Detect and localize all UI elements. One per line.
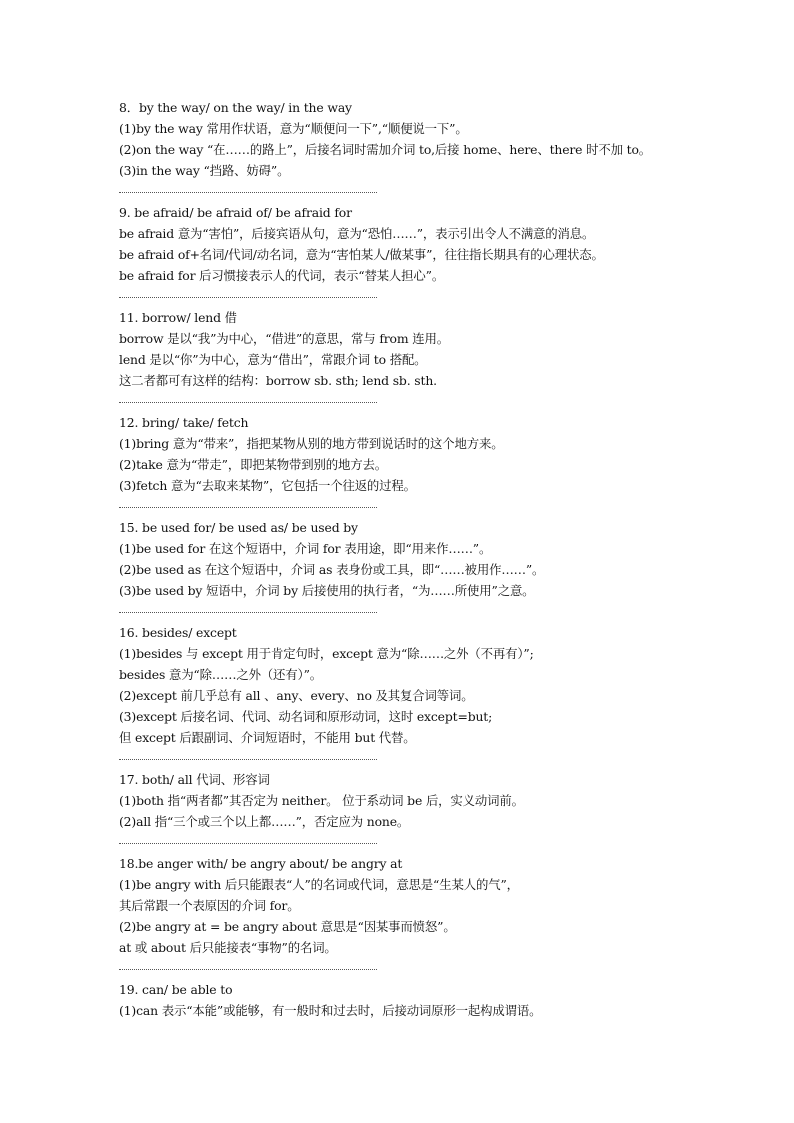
text-line: (2)all 指“三个或三个以上都……”，否定应为 none。 bbox=[119, 814, 410, 829]
text-line: 这二者都可有这样的结构：borrow sb. sth; lend sb. sth. bbox=[119, 373, 437, 388]
text-line: 但 except 后跟副词、介词短语时，不能用 but 代替。 bbox=[119, 730, 416, 745]
section-both-all bbox=[119, 769, 719, 853]
text-line: (1)besides 与 except 用于肯定句时，except 意为“除……之外（不再有）”; bbox=[119, 646, 534, 661]
section-be-used bbox=[119, 517, 719, 622]
section-heading: 17. both/ all 代词、形容词 bbox=[119, 772, 270, 787]
section-heading: 8．by the way/ on the way/ in the way bbox=[119, 100, 352, 115]
section-be-afraid bbox=[119, 202, 719, 307]
text-line: borrow 是以“我”为中心，“借进”的意思，常与 from 连用。 bbox=[119, 331, 449, 346]
section-by-the-way bbox=[119, 97, 719, 202]
text-line: (2)be angry at = be angry about 意思是“因某事而愤怒”。 bbox=[119, 919, 456, 934]
section-besides-except bbox=[119, 622, 719, 769]
text-line: lend 是以“你”为中心，意为“借出”，常跟介词 to 搭配。 bbox=[119, 352, 427, 367]
section-heading: 11. borrow/ lend 借 bbox=[119, 310, 237, 325]
text-line: (3)fetch 意为“去取来某物”，它包括一个往返的过程。 bbox=[119, 478, 416, 493]
text-line: (2)take 意为“带走”，即把某物带到别的地方去。 bbox=[119, 457, 387, 472]
dotted-divider bbox=[119, 181, 719, 202]
dotted-divider bbox=[119, 286, 719, 307]
section-can-be-able-to bbox=[119, 979, 719, 1021]
section-bring-take-fetch bbox=[119, 412, 719, 517]
document-page bbox=[119, 97, 719, 1021]
text-line: be afraid of+名词/代词/动名词，意为“害怕某人/做某事”，往往指长期具有的心理状态。 bbox=[119, 247, 604, 262]
section-heading: 12. bring/ take/ fetch bbox=[119, 415, 249, 430]
dotted-divider bbox=[119, 748, 719, 769]
text-line: (1)can 表示“本能”或能够，有一般时和过去时，后接动词原形一起构成谓语。 bbox=[119, 1003, 542, 1018]
section-heading: 9. be afraid/ be afraid of/ be afraid for bbox=[119, 205, 352, 220]
text-line: be afraid 意为“害怕”，后接宾语从句，意为“恐怕……”，表示引出令人不满意的消息。 bbox=[119, 226, 595, 241]
dotted-divider bbox=[119, 958, 719, 979]
section-heading: 19. can/ be able to bbox=[119, 982, 233, 997]
dotted-divider bbox=[119, 391, 719, 412]
text-line: be afraid for 后习惯接表示人的代词，表示“替某人担心”。 bbox=[119, 268, 445, 283]
text-line: (1)be angry with 后只能跟表“人”的名词或代词，意思是“生某人的气”， bbox=[119, 877, 519, 892]
text-line: (1)by the way 常用作状语，意为“顺便问一下”,“顺便说一下”。 bbox=[119, 121, 468, 136]
text-line: (2)except 前几乎总有 all 、any、every、no 及其复合词等词。 bbox=[119, 688, 474, 703]
dotted-divider bbox=[119, 832, 719, 853]
text-line: (1)bring 意为“带来”，指把某物从别的地方带到说话时的这个地方来。 bbox=[119, 436, 504, 451]
text-line: (3)in the way “挡路、妨碍”。 bbox=[119, 163, 290, 178]
text-line: (2)on the way “在……的路上”，后接名词时需加介词 to,后接 home、here、there 时不加 to。 bbox=[119, 142, 652, 157]
section-heading: 18.be anger with/ be angry about/ be angry at bbox=[119, 856, 403, 871]
text-line: (2)be used as 在这个短语中，介词 as 表身份或工具，即“……被用作……”。 bbox=[119, 562, 545, 577]
dotted-divider bbox=[119, 601, 719, 622]
text-line: (1)both 指“两者都”其否定为 neither。 位于系动词 be 后，实义动词前。 bbox=[119, 793, 524, 808]
text-line: at 或 about 后只能接表“事物”的名词。 bbox=[119, 940, 337, 955]
dotted-divider bbox=[119, 496, 719, 517]
section-be-angry bbox=[119, 853, 719, 979]
text-line: (1)be used for 在这个短语中，介词 for 表用途，即“用来作……”。 bbox=[119, 541, 492, 556]
section-heading: 15. be used for/ be used as/ be used by bbox=[119, 520, 358, 535]
text-line: besides 意为“除……之外（还有）”。 bbox=[119, 667, 323, 682]
text-line: (3)except 后接名词、代词、动名词和原形动词，这时 except=but; bbox=[119, 709, 493, 724]
section-heading: 16. besides/ except bbox=[119, 625, 237, 640]
text-line: 其后常跟一个表原因的介词 for。 bbox=[119, 898, 300, 913]
text-line: (3)be used by 短语中，介词 by 后接使用的执行者，“为……所使用”之意。 bbox=[119, 583, 535, 598]
section-borrow-lend bbox=[119, 307, 719, 412]
